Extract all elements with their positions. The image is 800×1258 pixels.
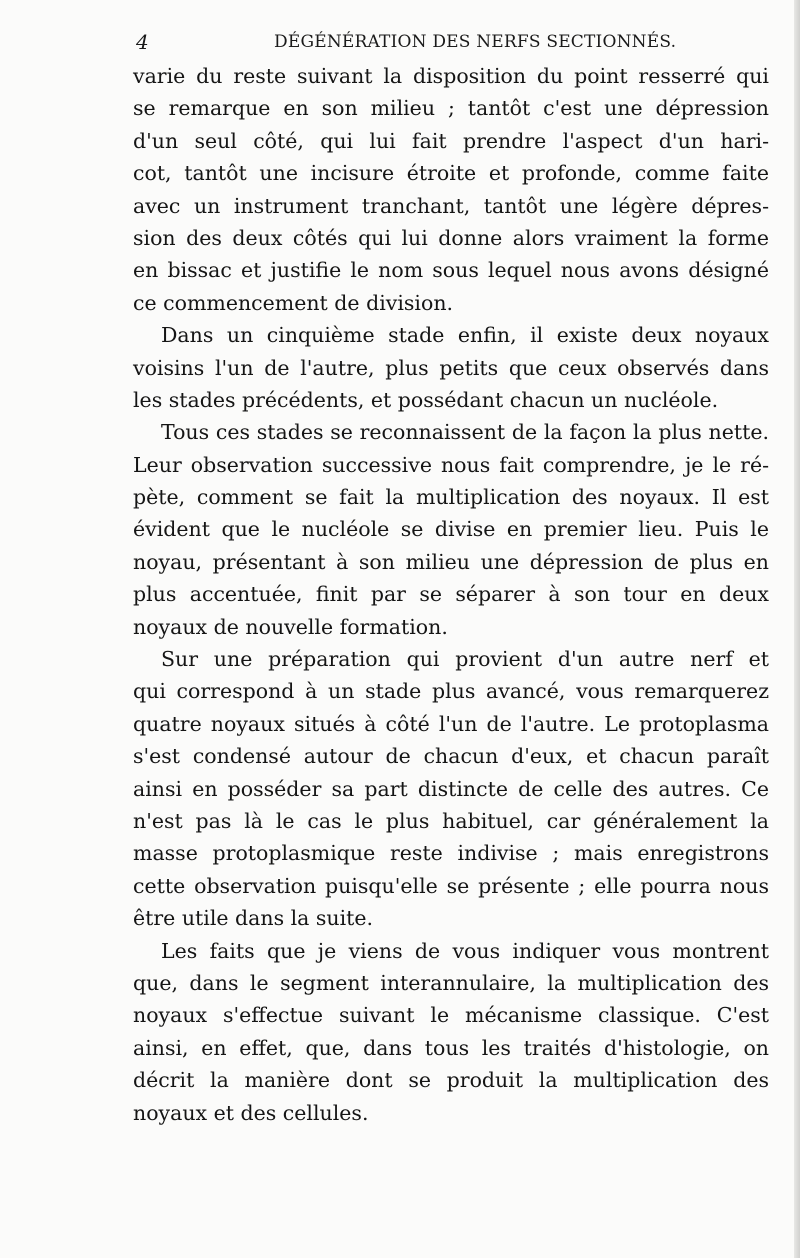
text-line: Tous ces stades se reconnaissent de la façon la plus nette. (161, 420, 769, 445)
text-line: noyaux et des cellules. (133, 1100, 369, 1125)
text-line: Leur observation successive nous fait comprendre, je le ré- (133, 452, 769, 477)
text-line: sion des deux côtés qui lui donne alors vraiment la forme (133, 225, 769, 250)
text-line: d'un seul côté, qui lui fait prendre l'aspect d'un hari- (133, 128, 769, 153)
page-number: 4 (136, 30, 149, 54)
text-line: être utile dans la suite. (133, 906, 374, 931)
text-line: varie du reste suivant la disposition du point resserré qui (133, 64, 769, 88)
text-line: n'est pas là le cas le plus habituel, car généralement la (133, 808, 769, 833)
paragraph (133, 935, 769, 1129)
text-line: pète, comment se fait la multiplication des noyaux. Il est (133, 485, 769, 510)
text-line: se remarque en son milieu ; tantôt c'est une dépression (133, 96, 769, 121)
paragraph (133, 319, 769, 416)
paragraph (133, 643, 769, 935)
text-line: Sur une préparation qui provient d'un autre nerf et (161, 647, 769, 672)
text-line: cette observation puisqu'elle se présente ; elle pourra nous (133, 873, 769, 898)
text-line: noyaux de nouvelle formation. (133, 614, 448, 639)
text-line: noyaux s'effectue suivant le mécanisme classique. C'est (133, 1003, 769, 1028)
paragraph (133, 416, 769, 643)
text-line: ce commencement de division. (133, 290, 454, 315)
text-line: Dans un cinquième stade enfin, il existe deux noyaux (161, 323, 769, 348)
text-line: décrit la manière dont se produit la multiplication des (133, 1068, 769, 1093)
text-line: avec un instrument tranchant, tantôt une légère dépres- (133, 193, 769, 218)
text-line: qui correspond à un stade plus avancé, vous remarquerez (133, 679, 769, 704)
page-header (132, 30, 772, 56)
text-line: cot, tantôt une incisure étroite et profonde, comme faite (133, 161, 769, 186)
text-line: noyau, présentant à son milieu une dépression de plus en (133, 549, 769, 574)
text-line: voisins l'un de l'autre, plus petits que ceux observés dans (133, 355, 769, 380)
body-text (133, 60, 769, 1129)
text-line: que, dans le segment interannulaire, la multiplication des (133, 970, 769, 995)
text-line: plus accentuée, finit par se séparer à son tour en deux (133, 582, 769, 607)
text-line: les stades précédents, et possédant chacun un nucléole. (133, 387, 719, 412)
text-line: en bissac et justifie le nom sous lequel nous avons désigné (133, 258, 769, 283)
paragraph (133, 60, 769, 319)
text-line: évident que le nucléole se divise en premier lieu. Puis le (133, 517, 769, 542)
text-line: Les faits que je viens de vous indiquer vous montrent (161, 938, 769, 963)
text-line: s'est condensé autour de chacun d'eux, et chacun paraît (133, 744, 769, 769)
text-line: masse protoplasmique reste indivise ; mais enregistrons (133, 841, 769, 866)
text-line: quatre noyaux situés à côté l'un de l'autre. Le protoplasma (133, 711, 769, 736)
running-head: DÉGÉNÉRATION DES NERFS SECTIONNÉS. (274, 32, 677, 52)
page-edge-shadow (794, 0, 800, 1258)
text-line: ainsi, en effet, que, dans tous les traités d'histologie, on (133, 1035, 769, 1060)
text-line: ainsi en posséder sa part distincte de celle des autres. Ce (133, 776, 769, 801)
